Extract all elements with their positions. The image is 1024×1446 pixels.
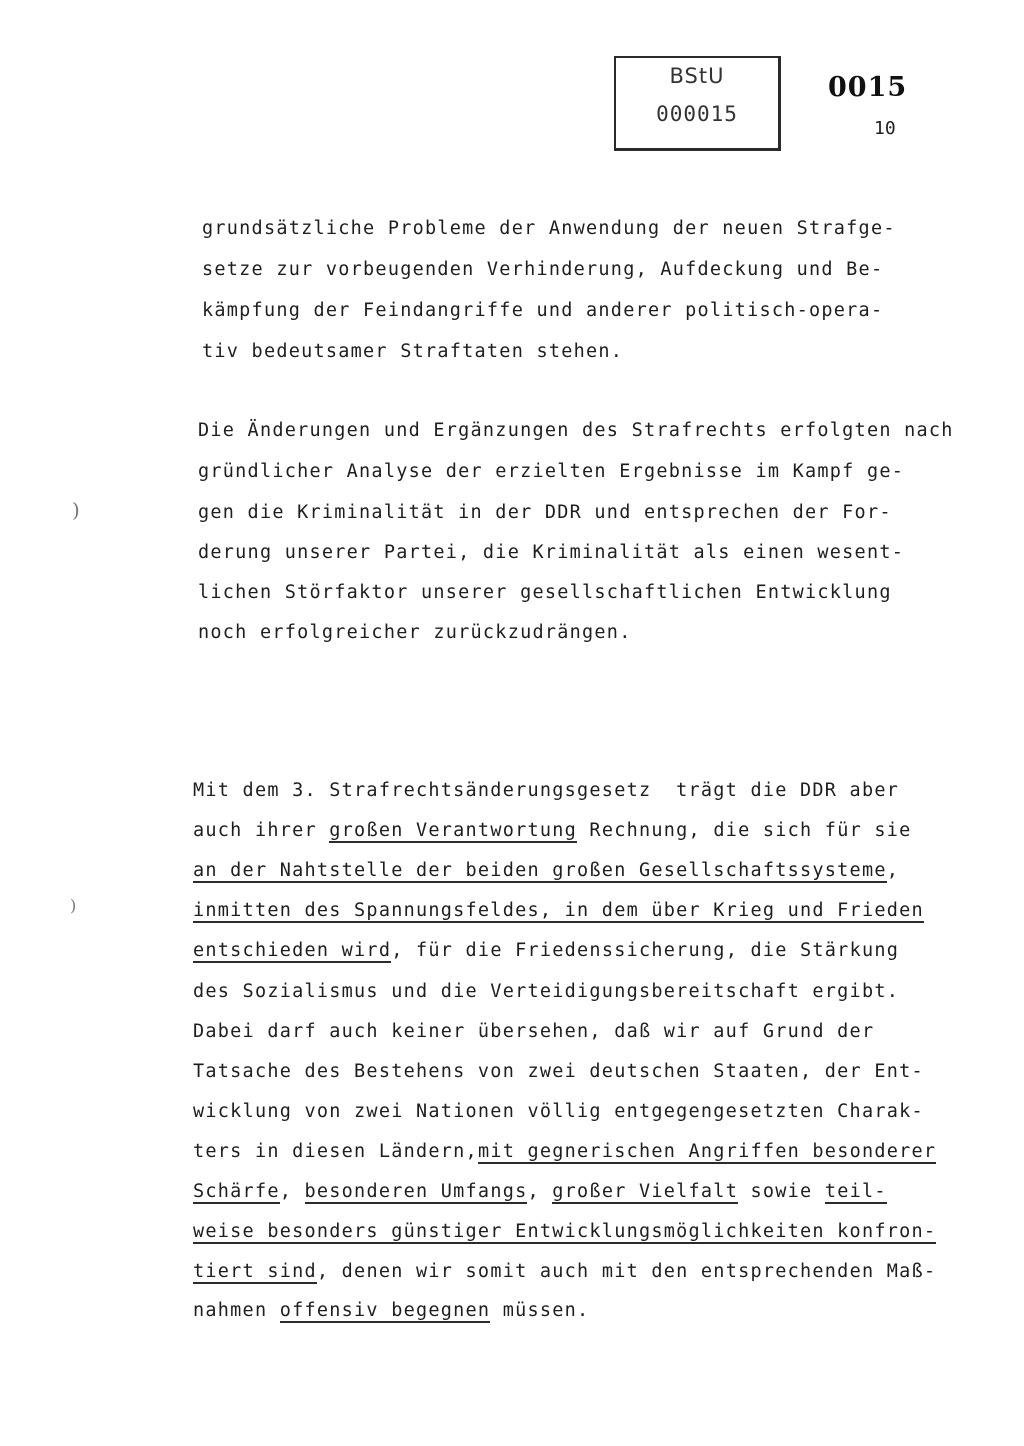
underlined-phrase: teil- [824, 1181, 887, 1202]
margin-mark: ) [70, 896, 77, 915]
text-segment: , für die Friedenssicherung, die Stärkung [391, 940, 900, 961]
underlined-phrase: großer Vielfalt [552, 1181, 739, 1202]
stamp-number: 000015 [656, 102, 738, 126]
underlined-phrase: Schärfe [193, 1181, 280, 1202]
text-line [193, 1300, 589, 1321]
text-line: des Sozialismus und die Verteidigungsbereitschaft ergibt. [193, 981, 900, 1002]
text-line [193, 1221, 936, 1242]
text-line: gen die Kriminalität in der DDR und entsprechen der For- [198, 502, 892, 523]
underlined-phrase: besonderen Umfangs [304, 1181, 528, 1202]
text-segment: sowie [738, 1181, 825, 1202]
text-segment: Rechnung, die sich für sie [577, 820, 912, 841]
text-line: Dabei darf auch keiner übersehen, daß wir auf Grund der [193, 1021, 875, 1042]
underlined-phrase: mit gegnerischen Angriffen besonderer [477, 1141, 937, 1162]
text-line: Mit dem 3. Strafrechtsänderungsgesetz trägt die DDR aber [193, 780, 900, 801]
text-line [193, 1181, 887, 1202]
text-segment: , [886, 860, 900, 881]
page-number: 10 [874, 118, 896, 139]
text-segment: , denen wir somit auch mit den entsprechenden Maß- [316, 1261, 937, 1282]
text-segment: müssen. [490, 1300, 590, 1321]
underlined-phrase: an der Nahtstelle der beiden großen Gesellschaftssysteme [193, 860, 887, 881]
text-segment: , [527, 1181, 553, 1202]
text-line [193, 900, 924, 921]
text-line: wicklung von zwei Nationen völlig entgegengesetzten Charak- [193, 1101, 924, 1122]
text-line [193, 1141, 936, 1162]
text-line [193, 820, 912, 841]
text-line: Die Änderungen und Ergänzungen des Strafrechts erfolgten nach [198, 420, 954, 441]
text-line: kämpfung der Feindangriffe und anderer politisch-opera- [202, 300, 884, 321]
margin-mark: ) [72, 498, 80, 522]
text-line [193, 1261, 936, 1282]
text-line: grundsätzliche Probleme der Anwendung der neuen Strafge- [202, 218, 896, 239]
text-line: lichen Störfaktor unserer gesellschaftlichen Entwicklung [198, 582, 892, 603]
underlined-phrase: tiert sind [193, 1261, 317, 1282]
underlined-phrase: weise besonders günstiger Entwicklungsmöglichkeiten konfron- [193, 1221, 937, 1242]
folio-number: 0015 [828, 72, 908, 103]
bstu-stamp [614, 56, 781, 151]
text-line: gründlicher Analyse der erzielten Ergebnisse im Kampf ge- [198, 461, 905, 482]
text-segment: auch ihrer [193, 820, 330, 841]
text-line [193, 860, 899, 881]
text-line: noch erfolgreicher zurückzudrängen. [198, 622, 632, 643]
text-segment: , [279, 1181, 305, 1202]
text-segment: nahmen [193, 1300, 280, 1321]
underlined-phrase: inmitten des Spannungsfeldes, in dem über Krieg und Frieden [193, 900, 924, 921]
underlined-phrase: entschieden wird [193, 940, 392, 961]
text-line: derung unserer Partei, die Kriminalität als einen wesent- [198, 542, 905, 563]
stamp-title: BStU [669, 64, 725, 88]
text-line: Tatsache des Bestehens von zwei deutschen Staaten, der Ent- [193, 1061, 924, 1082]
underlined-phrase: großen Verantwortung [329, 820, 578, 841]
text-line: setze zur vorbeugenden Verhinderung, Aufdeckung und Be- [202, 259, 884, 280]
text-line [193, 940, 899, 961]
text-line: tiv bedeutsamer Straftaten stehen. [202, 341, 624, 362]
text-segment: ters in diesen Ländern, [193, 1141, 478, 1162]
underlined-phrase: offensiv begegnen [279, 1300, 491, 1321]
